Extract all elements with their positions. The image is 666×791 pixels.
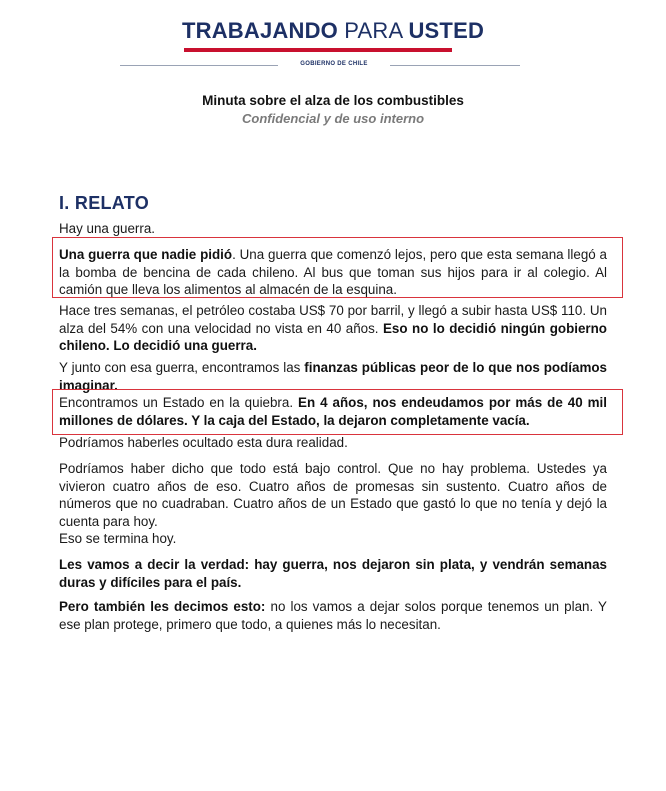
paragraph-3 bbox=[59, 302, 607, 355]
paragraph-2 bbox=[59, 246, 607, 299]
logo-word-para: PARA bbox=[337, 18, 409, 43]
document-title: Minuta sobre el alza de los combustibles bbox=[202, 93, 464, 108]
paragraph-9 bbox=[59, 556, 607, 591]
paragraph-9-bold: Les vamos a decir la verdad: hay guerra, nos dejaron sin plata, y vendrán semanas duras y difíciles para el país. bbox=[59, 557, 607, 590]
paragraph-6: Podríamos haberles ocultado esta dura realidad. bbox=[59, 435, 348, 450]
paragraph-7: Podríamos haber dicho que todo está bajo control. Que no hay problema. Ustedes ya vivieron cuatro años de eso. Cuatro años de promesas sin sustento. Cuatro años de números que no cuadraban. Cuatro años de un Estado que gastó lo que no tenía y dejó la cuenta para hoy. bbox=[59, 461, 607, 529]
paragraph-4-text: Y junto con esa guerra, encontramos las bbox=[59, 360, 305, 375]
paragraph-3-text: Hace tres semanas, el petróleo costaba US$ 70 por barril, y llegó a subir hasta US$ 110. Un alza del 54% con una velocidad no vista en 40 años. bbox=[59, 303, 607, 336]
paragraph-4-bold: finanzas públicas peor de lo que nos podíamos imaginar. bbox=[59, 360, 607, 393]
document-subtitle: Confidencial y de uso interno bbox=[241, 111, 425, 126]
logo-divider-left bbox=[120, 65, 278, 66]
logo-red-underline bbox=[184, 48, 452, 52]
paragraph-5-bold: En 4 años, nos endeudamos por más de 40 mil millones de dólares. Y la caja del Estado, la dejaron completamente vacía. bbox=[59, 395, 607, 428]
paragraph-8: Eso se termina hoy. bbox=[59, 531, 177, 546]
logo-word-usted: USTED bbox=[408, 18, 485, 43]
paragraph-5 bbox=[59, 394, 607, 429]
logo-slogan bbox=[150, 18, 516, 44]
logo-word-trabajando: TRABAJANDO bbox=[181, 18, 338, 43]
paragraph-2-text: . Una guerra que comenzó lejos, pero que esta semana llegó a la bomba de bencina de cada chileno. Al bus que toman sus hijos para ir al colegio. Al camión que lleva los alimentos al almacén de la esquina. bbox=[59, 247, 607, 297]
government-label: GOBIERNO DE CHILE bbox=[300, 61, 368, 67]
paragraph-10-text: no los vamos a dejar solos porque tenemos un plan. Y ese plan protege, primero que todo, a quienes más lo necesitan. bbox=[59, 599, 607, 632]
paragraph-3-bold: Eso no lo decidió ningún gobierno chileno. Lo decidió una guerra. bbox=[59, 320, 607, 353]
paragraph-10 bbox=[59, 598, 607, 633]
section-heading: I. RELATO bbox=[59, 193, 150, 213]
paragraph-1: Hay una guerra. bbox=[59, 221, 156, 236]
logo-divider-right bbox=[390, 65, 520, 66]
paragraph-2-bold: Una guerra que nadie pidió bbox=[59, 247, 233, 262]
paragraph-5-text: Encontramos un Estado en la quiebra. bbox=[59, 395, 299, 410]
header-logo bbox=[150, 18, 516, 67]
paragraph-10-bold: Pero también les decimos esto: bbox=[59, 599, 266, 614]
